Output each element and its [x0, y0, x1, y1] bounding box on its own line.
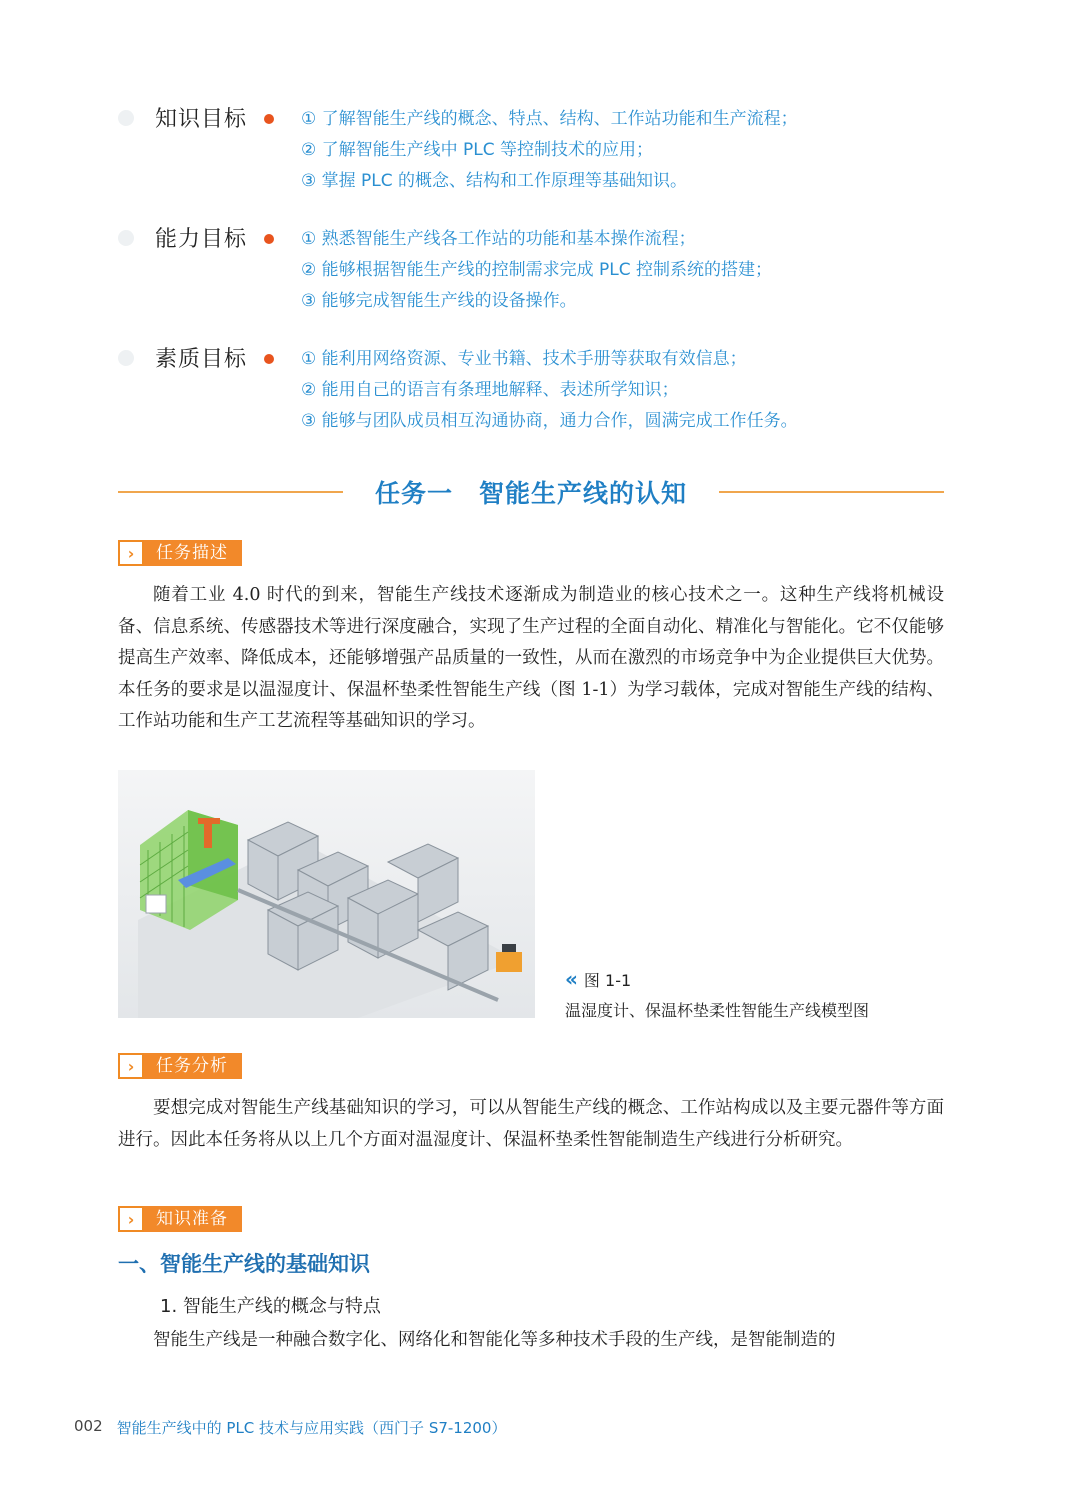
objective-item: ③ 能够完成智能生产线的设备操作。 — [301, 291, 577, 311]
decor-dot — [118, 350, 134, 366]
figure-description: 温湿度计、保温杯垫柔性智能生产线模型图 — [565, 1001, 870, 1020]
chevron-right-icon: › — [118, 1053, 144, 1079]
analysis-paragraph — [118, 1093, 944, 1156]
objective-items — [301, 224, 772, 317]
objective-item: ③ 掌握 PLC 的概念、结构和工作原理等基础知识。 — [301, 171, 688, 191]
section-title: 一、智能生产线的基础知识 — [118, 1252, 370, 1276]
objective-title: 能力目标 — [155, 227, 248, 252]
paragraph-text: 要想完成对智能生产线基础知识的学习，可以从智能生产线的概念、工作站构成以及主要元器件等方面进行。因此本任务将从以上几个方面对温湿度计、保温杯垫柔性智能制造生产线进行分析研究。 — [118, 1098, 944, 1150]
page-footer — [74, 1417, 506, 1438]
description-paragraph — [118, 580, 944, 738]
objective-item: ③ 能够与团队成员相互沟通协商，通力合作，圆满完成工作任务。 — [301, 411, 798, 431]
tag-label: 知识准备 — [144, 1206, 242, 1232]
objective-items — [301, 104, 798, 197]
objective-group-ability — [118, 216, 958, 336]
figure-caption — [565, 966, 869, 1021]
objective-item: ① 熟悉智能生产线各工作站的功能和基本操作流程； — [301, 229, 696, 249]
objective-group-quality — [118, 336, 958, 456]
production-line-illustration — [118, 770, 535, 1018]
bullet-icon — [264, 114, 274, 124]
tag-knowledge-preparation — [118, 1206, 242, 1232]
tag-label: 任务描述 — [144, 540, 242, 566]
task-heading — [118, 472, 944, 512]
double-chevron-left-icon: « — [565, 967, 578, 991]
heading-rule-right — [719, 491, 944, 493]
figure-number: 图 1-1 — [583, 970, 632, 990]
intro-paragraph — [118, 1325, 944, 1357]
tag-task-description — [118, 540, 242, 566]
objectives-section — [118, 96, 958, 456]
task-title: 任务一 智能生产线的认知 — [374, 479, 687, 508]
objective-group-knowledge — [118, 96, 958, 216]
objective-items — [301, 344, 798, 437]
page-number: 002 — [74, 1417, 103, 1435]
objective-item: ② 了解智能生产线中 PLC 等控制技术的应用； — [301, 140, 654, 160]
objective-item: ② 能够根据智能生产线的控制需求完成 PLC 控制系统的搭建； — [301, 260, 773, 280]
objective-title: 知识目标 — [155, 107, 248, 132]
decor-dot — [118, 230, 134, 246]
decor-dot — [118, 110, 134, 126]
paragraph-text: 智能生产线是一种融合数字化、网络化和智能化等多种技术手段的生产线，是智能制造的 — [153, 1330, 836, 1350]
chevron-right-icon: › — [118, 540, 144, 566]
bullet-icon — [264, 354, 274, 364]
paragraph-text: 随着工业 4.0 时代的到来，智能生产线技术逐渐成为制造业的核心技术之一。这种生产线将机械设备、信息系统、传感器技术等进行深度融合，实现了生产过程的全面自动化、精准化与智能化。它不仅能够提高生产效率、降低成本，还能够增强产品质量的一致性，从而在激烈的市场竞争中为企业提供巨大优势。本任务的要求是以温湿度计、保温杯垫柔性智能生产线（图 1-1）为学习载体，完成对智能生产线的结构、工作站功能和生产工艺流程等基础知识的学习。 — [118, 585, 944, 731]
production-line-model-image — [118, 770, 535, 1018]
book-title: 智能生产线中的 PLC 技术与应用实践（西门子 S7-1200） — [116, 1419, 507, 1437]
tag-task-analysis — [118, 1053, 242, 1079]
tag-label: 任务分析 — [144, 1053, 242, 1079]
objective-item: ② 能用自己的语言有条理地解释、表述所学知识； — [301, 380, 679, 400]
objective-item: ① 能利用网络资源、专业书籍、技术手册等获取有效信息； — [301, 349, 747, 369]
bullet-icon — [264, 234, 274, 244]
objective-item: ① 了解智能生产线的概念、特点、结构、工作站功能和生产流程； — [301, 109, 798, 129]
figure-number-row — [565, 966, 869, 992]
chevron-right-icon: › — [118, 1206, 144, 1232]
objective-title: 素质目标 — [155, 347, 248, 372]
subsection-title: 1. 智能生产线的概念与特点 — [160, 1296, 381, 1317]
